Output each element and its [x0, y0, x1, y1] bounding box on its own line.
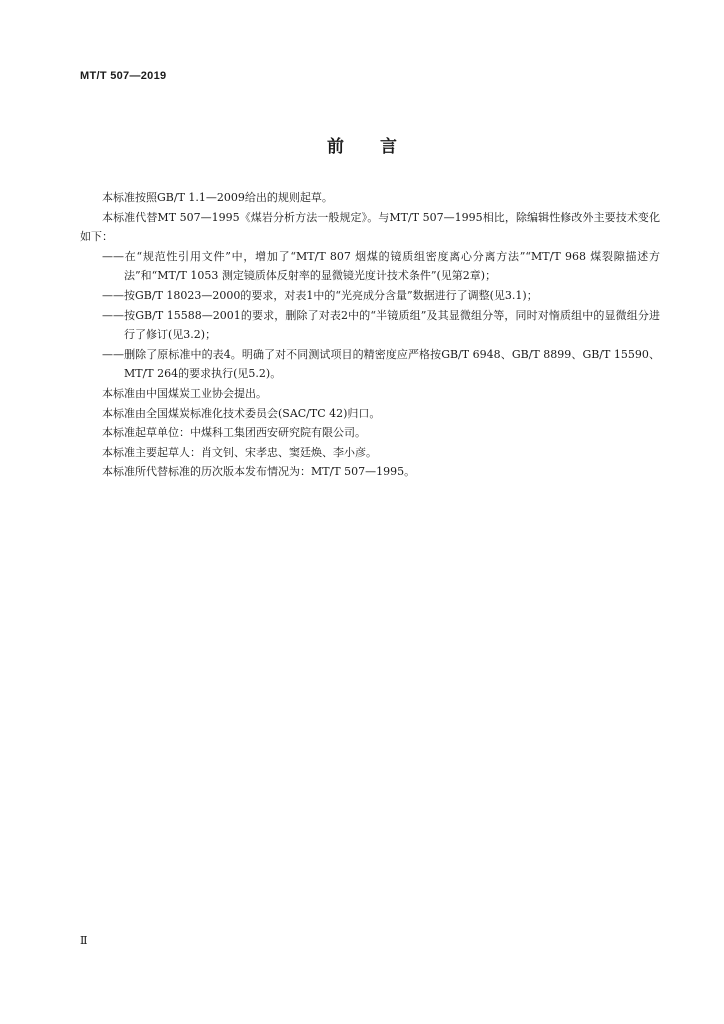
- list-item-text: ——删除了原标准中的表4。明确了对不同测试项目的精密度应严格按GB/T 6948、GB/T 8899、GB/T 15590、MT/T 264的要求执行(见5.2)。: [102, 347, 660, 381]
- list-item-change: [80, 345, 660, 384]
- list-item-text: ——按GB/T 18023—2000的要求，对表1中的“光亮成分含量”数据进行了调整(见3.1)；: [102, 288, 538, 302]
- page-title: 前言: [327, 137, 433, 157]
- paragraph-drafting-rules: 本标准按照GB/T 1.1—2009给出的规则起草。: [102, 191, 333, 204]
- list-item-text: ——按GB/T 15588—2001的要求，删除了对表2中的“半镜质组”及其显微组分等，同时对惰质组中的显微组分进行了修订(见3.2)；: [102, 308, 660, 342]
- page-number: Ⅱ: [80, 934, 88, 947]
- list-item-change: [80, 306, 660, 345]
- list-item-text: ——在“规范性引用文件”中，增加了“MT/T 807 烟煤的镜质组密度离心分离方法”“MT/T 968 煤裂隙描述方法”和“MT/T 1053 测定镜质体反射率的显微镜光度计技术条件”(见第2章)；: [102, 249, 660, 283]
- paragraph-proposer: 本标准由中国煤炭工业协会提出。: [102, 386, 267, 400]
- list-item-change: [80, 286, 660, 306]
- paragraph-replacement: 本标准代替MT 507—1995《煤岩分析方法一般规定》。与MT/T 507—1995相比，除编辑性修改外主要技术变化如下：: [80, 210, 660, 244]
- paragraph-previous-versions: 本标准所代替标准的历次版本发布情况为：MT/T 507—1995。: [102, 465, 416, 479]
- paragraph-drafting-unit: 本标准起草单位：中煤科工集团西安研究院有限公司。: [102, 426, 366, 440]
- paragraph-committee: 本标准由全国煤炭标准化技术委员会(SAC/TC 42)归口。: [102, 406, 381, 420]
- standard-code: MT/T 507—2019: [80, 70, 167, 82]
- foreword-body: [80, 188, 660, 482]
- paragraph-drafters: 本标准主要起草人：肖文钊、宋孝忠、窦廷焕、李小彦。: [102, 445, 377, 459]
- list-item-change: [80, 247, 660, 286]
